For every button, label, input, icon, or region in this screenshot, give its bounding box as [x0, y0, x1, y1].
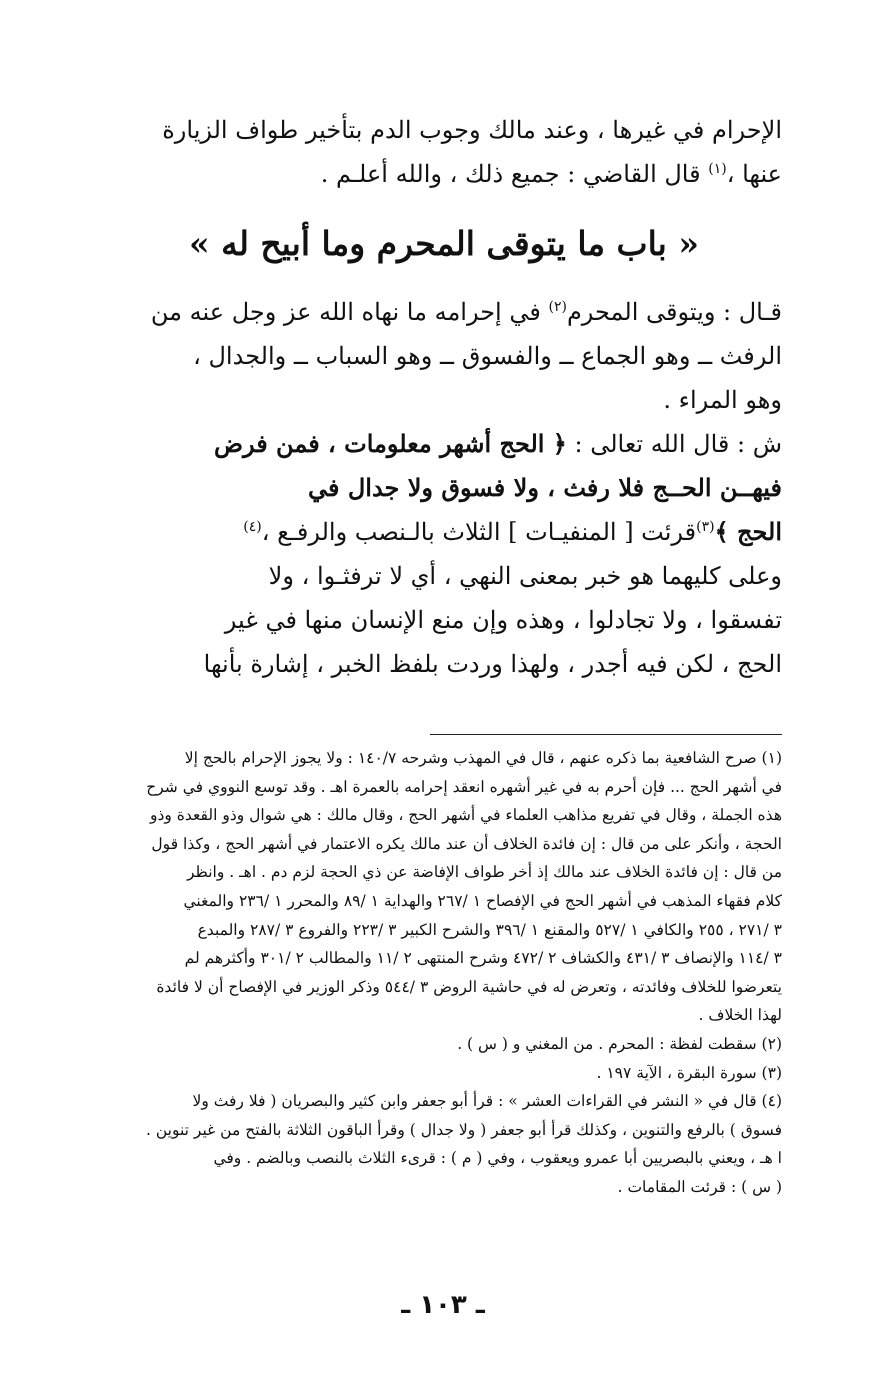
- footnote-line: من قال : إن فائدة الخلاف عند مالك إذ أخر طواف الإفاضة عن ذي الحجة لزم دم . اهـ . وانظر: [186, 863, 782, 882]
- footnote-line: فسوق ) بالرفع والتنوين ، وكذلك قرأ أبو جعفر ( ولا جدال ) وقرأ الباقون الثلاثة بالفتح من غير تنوين .: [146, 1120, 782, 1139]
- text-line: الرفث ــ وهو الجماع ــ والفسوق ــ وهو السباب ــ والجدال ،: [193, 342, 782, 370]
- text-line: قـال : ويتوقى المحرم$^{(٢)}$ في إحرامه ما نهاه الله عز وجل عنه من: [150, 298, 782, 326]
- footnote-line: في أشهر الحج ... فإن أحرم به في غير أشهره انعقد إحرامه بالعمرة اهـ . وقد توسع النووي في شرح: [146, 777, 782, 796]
- footnote-line: (٣) سورة البقرة ، الآية ١٩٧ .: [596, 1063, 782, 1082]
- footnote-divider: [430, 734, 782, 735]
- footnote-line: يتعرضوا للخلاف وفائدته ، وتعرض له في حاشية الروض ٣ /٥٤٤ وذكر الوزير في الإفصاح أن لا فائدة: [156, 977, 782, 996]
- text-line: الحج ، لكن فيه أجدر ، ولهذا وردت بلفظ الخبر ، إشارة بأنها: [203, 650, 782, 678]
- footnote-ref[interactable]: (٤): [243, 519, 262, 535]
- footnotes: [106, 744, 782, 1202]
- footnote-ref[interactable]: (٣): [696, 519, 715, 535]
- text-line: الحج ﴾$^{(٣)}$قرئت [ المنفيـات ] الثلاث بالـنصب والرفـع ،$^{(٤)}$: [243, 517, 782, 546]
- footnote-line: هذه الجملة ، وقال في تفريع مذاهب العلماء في أشهر الحج ، وقال مالك : هي شوال وذو القعدة وذو: [150, 806, 782, 825]
- footnote-line: ٣ /١١٤ والإنصاف ٣ /٤٣١ والكشاف ٢ /٤٧٢ وشرح المنتهى ٢ /١١ والمطالب ٢ /٣٠١ وأكثرهم لم: [184, 949, 782, 968]
- quran-quote-line: فيهــن الحــج فلا رفث ، ولا فسوق ولا جدال في: [308, 473, 782, 502]
- text-line: وهو المراء .: [663, 386, 782, 414]
- footnote-line: الحجة ، وأنكر على من قال : إن فائدة الخلاف أن عند مالك يكره الاعتمار في أشهر الحج ، وكذا قول: [151, 834, 782, 853]
- footnote-line: لهذا الخلاف .: [698, 1006, 782, 1025]
- quran-quote: ﴿ الحج أشهر معلومات ، فمن فرض: [213, 429, 567, 458]
- footnote-line: كلام فقهاء المذهب في أشهر الحج في الإفصاح ١ /٢٦٧ والهداية ١ /٨٩ والمحرر ١ /٢٣٦ والمغني: [183, 891, 782, 910]
- section-heading: « باب ما يتوقى المحرم وما أبيح له »: [189, 224, 699, 263]
- footnote-line: (١) صرح الشافعية بما ذكره عنهم ، قال في المهذب وشرحه ١٤٠/٧ : ولا يجوز الإحرام بالحج إلا: [184, 749, 782, 767]
- footnote-ref[interactable]: (٢): [548, 299, 567, 315]
- footnote-line: (٤) قال في « النشر في القراءات العشر » : قرأ أبو جعفر وابن كثير والبصريان ( فلا رفث ولا: [192, 1092, 782, 1111]
- text-line: عنها ،$^{(١)}$ قال القاضي : جميع ذلك ، والله أعلـم .: [320, 160, 782, 188]
- footnote-ref[interactable]: (١): [708, 161, 727, 177]
- text-line: الإحرام في غيرها ، وعند مالك وجوب الدم بتأخير طواف الزيارة: [162, 116, 782, 144]
- footnote-line: ( س ) : قرئت المقامات .: [617, 1177, 782, 1196]
- text-line: وعلى كليهما هو خبر بمعنى النهي ، أي لا ترفثـوا ، ولا: [268, 562, 782, 590]
- main-text: [106, 108, 782, 686]
- footnote-line: (٢) سقطت لفظة : المحرم . من المغني و ( س ) .: [457, 1034, 782, 1053]
- text-line: ش : قال الله تعالى : ﴿ الحج أشهر معلومات ، فمن فرض: [213, 429, 782, 458]
- footnote-line: ا هـ ، ويعني بالبصريين أبا عمرو ويعقوب ، وفي ( م ) : قرىء الثلاث بالنصب وبالضم . وفي: [213, 1149, 782, 1168]
- text-line: تفسقوا ، ولا تجادلوا ، وهذه وإن منع الإنسان منها في غير: [224, 606, 782, 634]
- page-number: ـ ١٠٣ ـ: [401, 1290, 485, 1320]
- footnote-line: ٣ /٢٧١ ، ٢٥٥ والكافي ١ /٥٢٧ والمقنع ١ /٣٩٦ والشرح الكبير ٣ /٢٢٣ والفروع ٣ /٢٨٧ والمبدع: [197, 920, 782, 939]
